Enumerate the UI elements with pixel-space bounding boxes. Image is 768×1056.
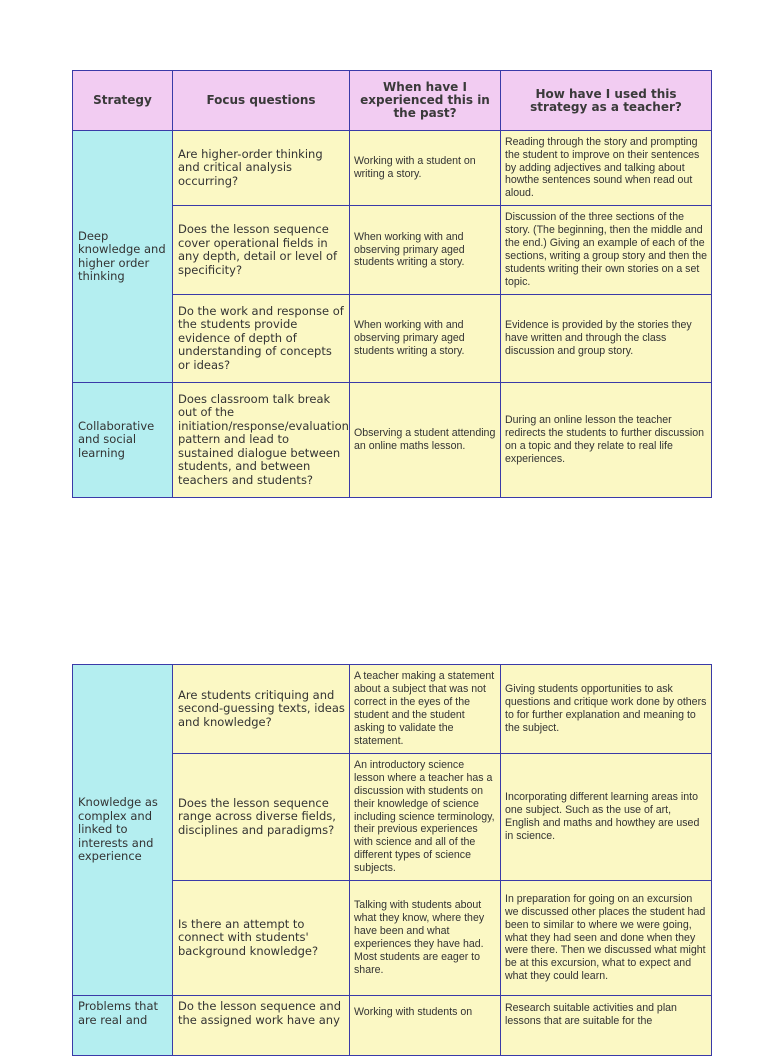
table-row — [73, 131, 712, 206]
used-as-teacher-cell: Giving students opportunities to ask questions and critique work done by others to for further explanation and meaning to the subject. — [501, 665, 712, 754]
focus-question-cell: Does the lesson sequence range across diverse fields, disciplines and paradigms? — [173, 754, 350, 881]
strategy-table-1 — [72, 70, 712, 498]
used-as-teacher-cell: Research suitable activities and plan lessons that are suitable for the — [501, 996, 712, 1056]
header-row — [73, 71, 712, 131]
header-strategy: Strategy — [73, 71, 173, 131]
strategy-cell: Collaborative and social learning — [73, 383, 173, 498]
used-as-teacher-cell: Discussion of the three sections of the story. (The beginning, then the middle and the end.) Giving an example of each of the sections, writing a group story and then the students writing their own stories on a set topic. — [501, 206, 712, 295]
used-as-teacher-cell: Evidence is provided by the stories they have written and through the class discussion and group story. — [501, 295, 712, 383]
past-experience-cell: When working with and observing primary aged students writing a story. — [350, 295, 501, 383]
strategy-cell: Knowledge as complex and linked to interests and experience — [73, 665, 173, 996]
used-as-teacher-cell: Incorporating different learning areas into one subject. Such as the use of art, English and maths and howthey are used in science. — [501, 754, 712, 881]
strategy-table-2 — [72, 664, 712, 1056]
strategy-cell: Problems that are real and — [73, 996, 173, 1056]
past-experience-cell: An introductory science lesson where a teacher has a discussion with students on their knowledge of science including science terminology, their previous experiences with science and all of the different types of science subjects. — [350, 754, 501, 881]
focus-question-cell: Do the work and response of the students provide evidence of depth of understanding of concepts or ideas? — [173, 295, 350, 383]
header-used-as-teacher: How have I used this strategy as a teacher? — [501, 71, 712, 131]
past-experience-cell: Working with a student on writing a story. — [350, 131, 501, 206]
focus-question-cell: Are students critiquing and second-guessing texts, ideas and knowledge? — [173, 665, 350, 754]
focus-question-cell: Is there an attempt to connect with students' background knowledge? — [173, 881, 350, 996]
focus-question-cell: Does the lesson sequence cover operational fields in any depth, detail or level of specificity? — [173, 206, 350, 295]
past-experience-cell: When working with and observing primary aged students writing a story. — [350, 206, 501, 295]
focus-question-cell: Do the lesson sequence and the assigned work have any — [173, 996, 350, 1056]
past-experience-cell: Working with students on — [350, 996, 501, 1056]
table-row — [73, 996, 712, 1056]
past-experience-cell: Observing a student attending an online maths lesson. — [350, 383, 501, 498]
past-experience-cell: Talking with students about what they know, where they have been and what experiences they have had. Most students are eager to share. — [350, 881, 501, 996]
header-focus-questions: Focus questions — [173, 71, 350, 131]
header-past-experience: When have I experienced this in the past? — [350, 71, 501, 131]
used-as-teacher-cell: Reading through the story and prompting the student to improve on their sentences by adding adjectives and talking about howthe sentences sound when read out aloud. — [501, 131, 712, 206]
strategy-cell: Deep knowledge and higher order thinking — [73, 131, 173, 383]
table-row — [73, 665, 712, 754]
used-as-teacher-cell: In preparation for going on an excursion we discussed other places the student had been to similar to where we were going, what they had seen and done when they were there. Then we discussed what might be at this excursion, what to expect and what they could learn. — [501, 881, 712, 996]
table-row — [73, 383, 712, 498]
focus-question-cell: Does classroom talk break out of the initiation/response/evaluation pattern and lead to sustained dialogue between students, and between teachers and students? — [173, 383, 350, 498]
used-as-teacher-cell: During an online lesson the teacher redirects the students to further discussion on a topic and they relate to real life experiences. — [501, 383, 712, 498]
focus-question-cell: Are higher-order thinking and critical analysis occurring? — [173, 131, 350, 206]
past-experience-cell: A teacher making a statement about a subject that was not correct in the eyes of the student and the student asking to validate the statement. — [350, 665, 501, 754]
